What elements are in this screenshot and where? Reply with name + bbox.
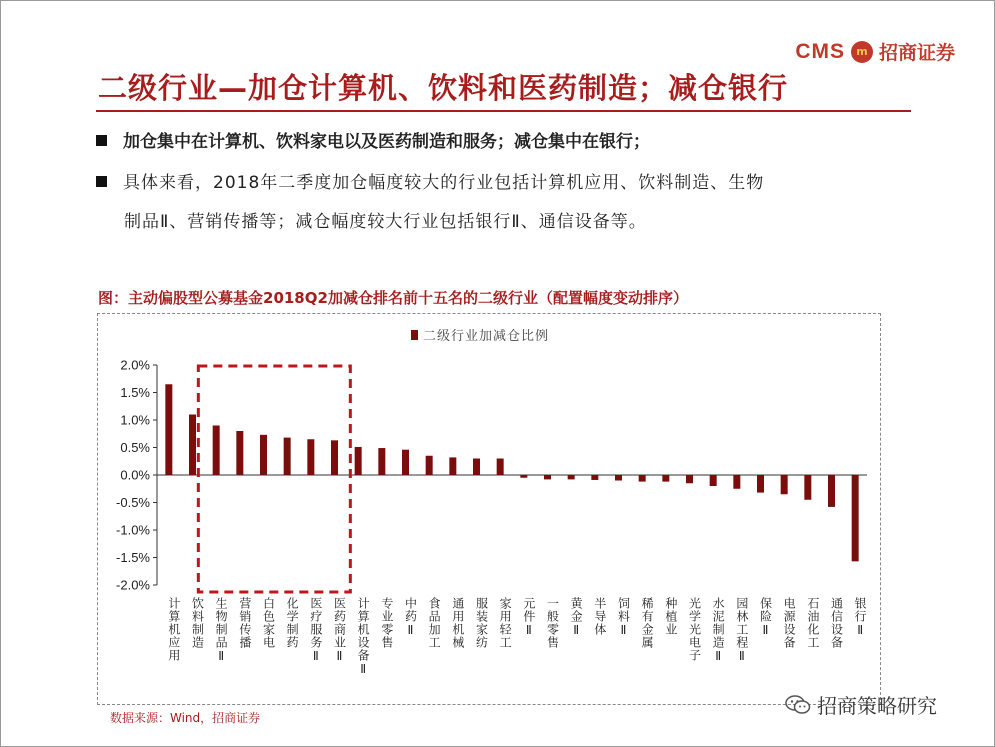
x-tick-label: 水泥制造Ⅱ bbox=[711, 597, 726, 664]
x-tick-label: 饲料Ⅱ bbox=[616, 597, 631, 638]
x-tick-label: 黄金Ⅱ bbox=[569, 597, 584, 638]
bar bbox=[639, 475, 646, 482]
bar bbox=[497, 459, 504, 476]
y-tick-label: 0.5% bbox=[120, 440, 150, 455]
y-tick-label: 1.0% bbox=[120, 412, 150, 428]
x-tick-label: 石油化工 bbox=[805, 597, 820, 649]
wechat-icon bbox=[785, 695, 811, 715]
bar bbox=[662, 475, 669, 482]
bar bbox=[828, 475, 835, 507]
data-source: 数据来源：Wind，招商证券 bbox=[110, 711, 261, 725]
x-tick-label: 家用轻工 bbox=[498, 597, 513, 649]
x-tick-label: 通用机械 bbox=[450, 597, 465, 649]
x-tick-label: 食品加工 bbox=[427, 597, 442, 649]
bar bbox=[331, 440, 338, 475]
y-tick-label: -1.5% bbox=[116, 550, 150, 565]
bar bbox=[189, 415, 196, 476]
bar bbox=[213, 426, 220, 476]
y-tick-label: -1.0% bbox=[116, 522, 150, 538]
x-tick-label: 稀有金属 bbox=[640, 597, 655, 649]
x-tick-label: 计算机应用 bbox=[166, 597, 181, 662]
x-tick-label: 半导体 bbox=[592, 597, 607, 636]
bar bbox=[733, 475, 740, 489]
bullet-2-text: 具体来看，2018年二季度加仓幅度较大的行业包括计算机应用、饮料制造、生物 bbox=[123, 173, 765, 193]
bar-chart bbox=[98, 314, 880, 704]
x-tick-label: 元件Ⅱ bbox=[521, 597, 536, 638]
x-tick-label: 医药商业Ⅱ bbox=[332, 597, 347, 664]
title-divider bbox=[96, 110, 911, 112]
logo-brand: CMS bbox=[795, 39, 845, 63]
highlight-box bbox=[198, 366, 350, 592]
bar bbox=[284, 438, 291, 475]
x-tick-label: 生物制品Ⅱ bbox=[214, 597, 229, 664]
watermark bbox=[785, 690, 937, 719]
logo-emblem-icon: m bbox=[851, 41, 873, 63]
bar bbox=[165, 384, 172, 475]
x-tick-label: 白色家电 bbox=[261, 597, 276, 649]
bar bbox=[568, 475, 575, 479]
logo-name: 招商证券 bbox=[878, 42, 955, 64]
bullet-1 bbox=[96, 127, 650, 152]
watermark-text: 招商策略研究 bbox=[817, 694, 937, 718]
x-tick-label: 园林工程Ⅱ bbox=[734, 597, 749, 664]
bar bbox=[378, 448, 385, 475]
x-tick-label: 保险Ⅱ bbox=[758, 597, 773, 638]
bar bbox=[852, 475, 859, 561]
bar bbox=[520, 475, 527, 478]
bar bbox=[402, 450, 409, 475]
x-tick-label: 中药Ⅱ bbox=[403, 597, 418, 638]
bar bbox=[804, 475, 811, 500]
company-logo bbox=[795, 38, 955, 65]
y-tick-label: -0.5% bbox=[116, 495, 150, 510]
x-tick-label: 专业零售 bbox=[379, 597, 394, 649]
x-tick-label: 通信设备 bbox=[829, 597, 844, 649]
bar bbox=[757, 475, 764, 493]
x-tick-label: 光学光电子 bbox=[687, 597, 702, 662]
figure-caption: 图：主动偏股型公募基金2018Q2加减仓排名前十五名的二级行业（配置幅度变动排序） bbox=[98, 289, 688, 307]
slide-title: 二级行业—加仓计算机、饮料和医药制造；减仓银行 bbox=[98, 71, 789, 105]
bar bbox=[544, 475, 551, 479]
legend-label: 二级行业加减仓比例 bbox=[423, 329, 550, 344]
bar bbox=[236, 431, 243, 475]
y-tick-label: 2.0% bbox=[120, 357, 150, 373]
bar bbox=[260, 435, 267, 475]
bullet-square-icon bbox=[96, 135, 107, 146]
x-tick-label: 银行Ⅱ bbox=[853, 597, 868, 638]
bar bbox=[426, 456, 433, 475]
y-tick-label: -2.0% bbox=[116, 577, 150, 593]
y-tick-label: 0.0% bbox=[120, 467, 150, 483]
chart-container bbox=[97, 313, 881, 705]
bar bbox=[710, 475, 717, 486]
bullet-2 bbox=[96, 168, 764, 193]
x-tick-label: 电源设备 bbox=[782, 597, 797, 649]
bar bbox=[355, 447, 362, 475]
x-tick-label: 化学制药 bbox=[285, 597, 300, 649]
x-tick-label: 一般零售 bbox=[545, 597, 560, 649]
x-tick-label: 服装家纺 bbox=[474, 597, 489, 649]
bar bbox=[307, 439, 314, 475]
bar bbox=[781, 475, 788, 494]
bar bbox=[473, 459, 480, 476]
x-tick-label: 营销传播 bbox=[237, 597, 252, 649]
bar bbox=[449, 457, 456, 475]
bullet-square-icon bbox=[96, 176, 107, 187]
x-tick-label: 饮料制造 bbox=[190, 597, 205, 649]
x-tick-label: 医疗服务Ⅱ bbox=[308, 597, 323, 664]
x-tick-label: 计算机设备Ⅱ bbox=[356, 597, 371, 677]
bar bbox=[615, 475, 622, 481]
x-tick-label: 种植业 bbox=[663, 597, 678, 636]
legend-swatch bbox=[411, 330, 418, 340]
bullet-2-continuation: 制品Ⅱ、营销传播等；减仓幅度较大行业包括银行Ⅱ、通信设备等。 bbox=[124, 212, 647, 232]
y-tick-label: 1.5% bbox=[120, 385, 150, 400]
bar bbox=[591, 475, 598, 480]
bar bbox=[686, 475, 693, 483]
bullet-1-text: 加仓集中在计算机、饮料家电以及医药制造和服务；减仓集中在银行； bbox=[123, 132, 650, 152]
